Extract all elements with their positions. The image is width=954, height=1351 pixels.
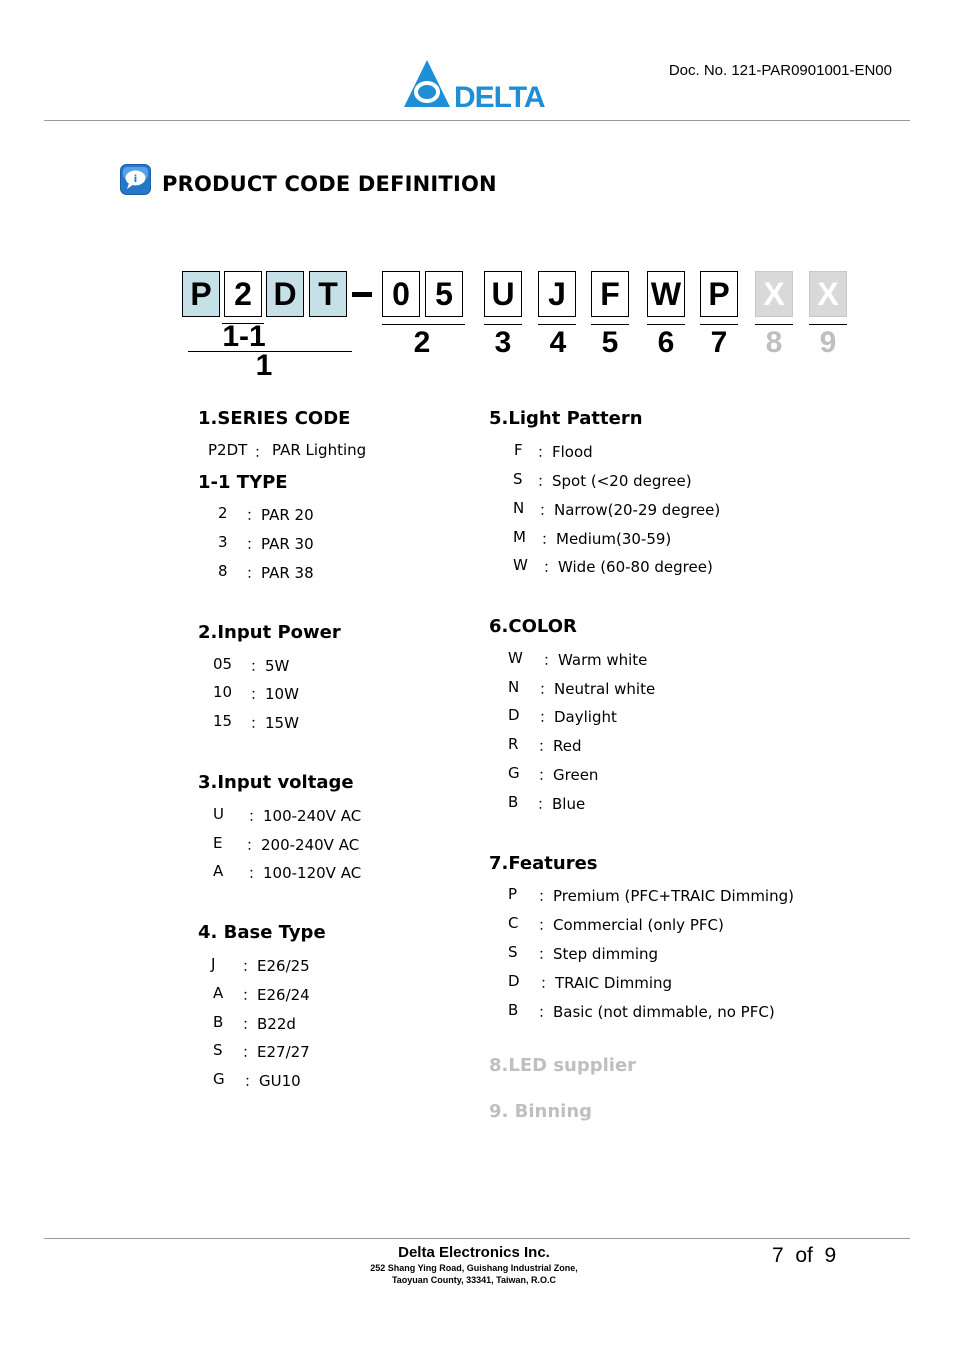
features-desc-1: ：Premium (PFC+TRAIC Dimming) xyxy=(538,887,794,905)
led-supplier-heading: 8.LED supplier xyxy=(489,1055,637,1076)
power-desc-2: ：10W xyxy=(250,685,299,703)
light-code-1: F xyxy=(514,441,523,459)
power-desc-3: ：15W xyxy=(250,714,299,732)
code-box-11: P xyxy=(700,271,738,317)
features-desc-4: ：TRAIC Dimming xyxy=(540,974,673,992)
base-desc-1: ：E26/25 xyxy=(242,957,310,975)
base-code-5: G xyxy=(213,1070,225,1088)
type-desc-2: ：PAR 30 xyxy=(246,535,314,553)
position-1-1: 1-1 xyxy=(222,320,266,353)
doc-number: Doc. No. 121-PAR0901001-EN00 xyxy=(668,62,892,79)
color-desc-3: ：Daylight xyxy=(539,708,617,726)
type-code-2: 3 xyxy=(218,533,228,551)
features-heading: 7.Features xyxy=(489,853,598,874)
code-box-6: 5 xyxy=(425,271,463,317)
code-box-5: 0 xyxy=(382,271,420,317)
color-desc-4: ：Red xyxy=(538,737,582,755)
features-desc-5: ：Basic (not dimmable, no PFC) xyxy=(538,1003,775,1021)
power-code-2: 10 xyxy=(213,683,233,701)
base-desc-5: ：GU10 xyxy=(244,1072,301,1090)
type-heading: 1-1 TYPE xyxy=(198,472,288,493)
features-code-5: B xyxy=(508,1001,519,1019)
page-number xyxy=(772,1244,836,1268)
underline-8 xyxy=(755,324,793,325)
position-2: 2 xyxy=(413,326,431,359)
features-desc-3: ：Step dimming xyxy=(538,945,659,963)
color-code-1: W xyxy=(508,649,523,667)
voltage-desc-1: ：100-240V AC xyxy=(248,807,362,825)
features-code-4: D xyxy=(508,972,520,990)
page-total: 9 xyxy=(824,1244,837,1267)
underline-9 xyxy=(809,324,847,325)
code-box-8: J xyxy=(538,271,576,317)
type-code-3: 8 xyxy=(218,562,228,580)
underline-6 xyxy=(647,324,685,325)
series-code: P2DT xyxy=(208,441,248,459)
position-3: 3 xyxy=(494,326,512,359)
footer-address-2: Taoyuan County, 33341, Taiwan, R.O.C xyxy=(391,1275,557,1285)
series-desc: PAR Lighting xyxy=(272,441,367,459)
code-box-13: X xyxy=(809,271,847,317)
voltage-code-1: U xyxy=(213,805,224,823)
underline-3 xyxy=(484,324,522,325)
underline-5 xyxy=(591,324,629,325)
base-code-2: A xyxy=(213,984,224,1002)
light-code-3: N xyxy=(513,499,525,517)
code-box-2: 2 xyxy=(224,271,262,317)
voltage-desc-2: ：200-240V AC xyxy=(246,836,360,854)
underline-7 xyxy=(700,324,738,325)
light-code-5: W xyxy=(513,556,528,574)
svg-text:i: i xyxy=(133,174,138,185)
power-code-3: 15 xyxy=(213,712,233,730)
light-desc-4: ：Medium(30-59) xyxy=(541,530,672,548)
input-power-heading: 2.Input Power xyxy=(198,622,341,643)
position-6: 6 xyxy=(657,326,675,359)
code-box-10: W xyxy=(647,271,685,317)
code-box-12: X xyxy=(755,271,793,317)
underline-4 xyxy=(538,324,576,325)
type-desc-1: ：PAR 20 xyxy=(246,506,314,524)
features-code-1: P xyxy=(508,885,518,903)
color-desc-5: ：Green xyxy=(538,766,599,784)
light-code-2: S xyxy=(513,470,523,488)
series-code-heading: 1.SERIES CODE xyxy=(198,408,351,429)
color-desc-6: ：Blue xyxy=(537,795,586,813)
color-code-5: G xyxy=(508,764,520,782)
base-desc-3: ：B22d xyxy=(242,1015,296,1033)
position-8: 8 xyxy=(765,326,783,359)
voltage-code-3: A xyxy=(213,862,224,880)
light-desc-5: ：Wide (60-80 degree) xyxy=(543,558,713,576)
delta-logo xyxy=(402,58,550,110)
base-desc-4: ：E27/27 xyxy=(242,1043,310,1061)
voltage-code-2: E xyxy=(213,834,223,852)
light-code-4: M xyxy=(513,528,526,546)
power-code-1: 05 xyxy=(213,655,233,673)
position-4: 4 xyxy=(549,326,567,359)
base-type-heading: 4. Base Type xyxy=(198,922,326,943)
color-code-2: N xyxy=(508,678,520,696)
series-sep: ： xyxy=(254,443,270,461)
binning-heading: 9. Binning xyxy=(489,1101,593,1122)
footer-rule xyxy=(44,1238,910,1239)
color-desc-1: ：Warm white xyxy=(543,651,648,669)
code-dash xyxy=(352,292,372,297)
header-rule xyxy=(44,120,910,121)
page-current: 7 xyxy=(772,1244,784,1267)
color-code-4: R xyxy=(508,735,519,753)
position-1: 1 xyxy=(255,349,273,382)
code-box-3: D xyxy=(266,271,304,317)
footer-address-1: 252 Shang Ying Road, Guishang Industrial Zone, xyxy=(370,1263,578,1273)
base-code-1: J xyxy=(211,955,216,973)
features-code-2: C xyxy=(508,914,519,932)
color-desc-2: ：Neutral white xyxy=(539,680,656,698)
features-desc-2: ：Commercial (only PFC) xyxy=(538,916,724,934)
underline-2 xyxy=(382,324,465,325)
code-box-1: P xyxy=(182,271,220,317)
light-desc-3: ：Narrow(20-29 degree) xyxy=(539,501,721,519)
color-code-3: D xyxy=(508,706,520,724)
light-pattern-heading: 5.Light Pattern xyxy=(489,408,643,429)
info-icon xyxy=(120,164,151,195)
base-desc-2: ：E26/24 xyxy=(242,986,310,1004)
type-code-1: 2 xyxy=(218,504,228,522)
code-box-7: U xyxy=(484,271,522,317)
features-code-3: S xyxy=(508,943,518,961)
code-box-4: T xyxy=(309,271,347,317)
page-title: PRODUCT CODE DEFINITION xyxy=(162,172,497,196)
code-box-9: F xyxy=(591,271,629,317)
position-9: 9 xyxy=(819,326,837,359)
color-code-6: B xyxy=(508,793,519,811)
position-5: 5 xyxy=(601,326,619,359)
power-desc-1: ：5W xyxy=(250,657,290,675)
light-desc-2: ：Spot (<20 degree) xyxy=(537,472,692,490)
footer-company: Delta Electronics Inc. xyxy=(398,1244,550,1261)
voltage-desc-3: ：100-120V AC xyxy=(248,864,362,882)
page-of: of xyxy=(795,1244,813,1267)
base-code-4: S xyxy=(213,1041,223,1059)
color-heading: 6.COLOR xyxy=(489,616,577,637)
position-7: 7 xyxy=(710,326,728,359)
input-voltage-heading: 3.Input voltage xyxy=(198,772,354,793)
type-desc-3: ：PAR 38 xyxy=(246,564,314,582)
base-code-3: B xyxy=(213,1013,224,1031)
light-desc-1: ：Flood xyxy=(537,443,593,461)
brand-name: DELTA xyxy=(454,81,545,110)
